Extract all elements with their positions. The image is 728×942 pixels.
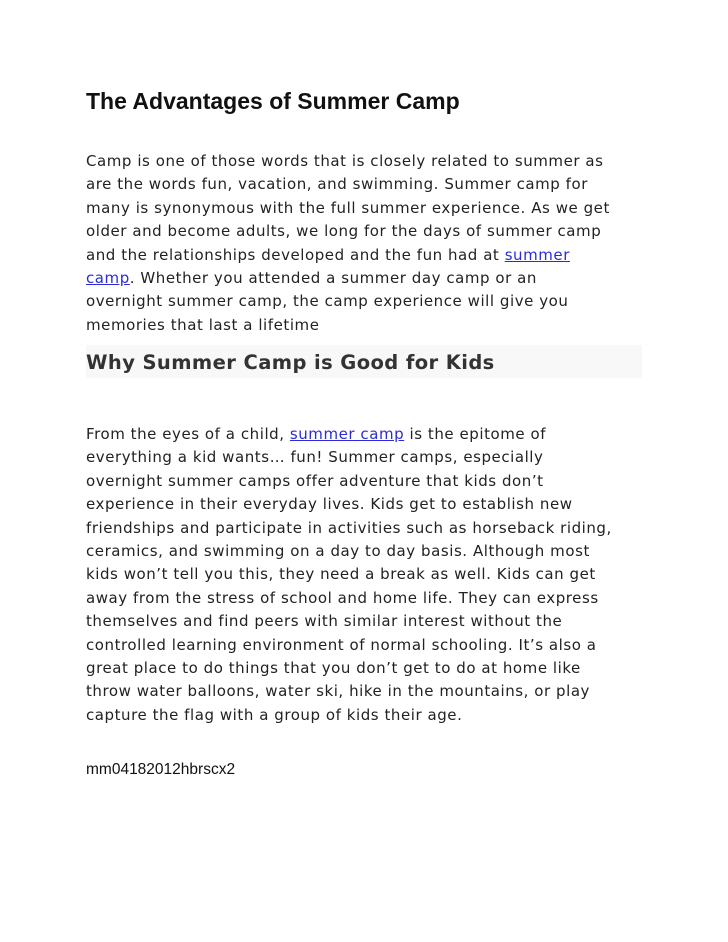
summer-camp-link-body[interactable]: summer camp: [289, 425, 405, 443]
document-code: mm04182012hbrscx2: [86, 761, 236, 778]
body-line: throw water balloons, water ski, hike in the mountains, or play: [86, 682, 590, 701]
body-line: experience in their everyday lives. Kids get to establish new: [86, 495, 573, 514]
body-line-text: is the epitome of: [404, 425, 547, 443]
intro-line: Camp is one of those words that is closely related to summer as: [86, 152, 604, 170]
intro-line: memories that last a lifetime: [86, 315, 320, 334]
body-line: everything a kid wants… fun! Summer camps, especially: [86, 448, 544, 467]
body-line: capture the flag with a group of kids their age.: [86, 705, 463, 724]
body-line: friendships and participate in activities such as horseback riding,: [86, 518, 612, 537]
section-heading: Why Summer Camp is Good for Kids: [86, 351, 495, 374]
body-line: kids won’t tell you this, they need a break as well. Kids can get: [86, 565, 596, 584]
body-paragraph: [86, 423, 612, 727]
body-line: controlled learning environment of normal schooling. It’s also a: [86, 635, 597, 654]
intro-line-text: . Whether you attended a summer day camp or an: [129, 269, 537, 288]
body-line-text: From the eyes of a child,: [86, 425, 290, 443]
body-line: away from the stress of school and home life. They can express: [86, 588, 599, 607]
body-line: great place to do things that you don’t get to do at home like: [86, 659, 581, 678]
intro-line: [86, 244, 610, 267]
intro-line: are the words fun, vacation, and swimming. Summer camp for: [86, 175, 588, 194]
body-line: themselves and find peers with similar interest without the: [86, 612, 563, 631]
body-line: [86, 423, 612, 446]
intro-line-text: and the relationships developed and the fun had at: [86, 245, 505, 264]
page-title: The Advantages of Summer Camp: [86, 88, 460, 114]
summer-camp-link[interactable]: summer: [504, 245, 570, 264]
intro-line: many is synonymous with the full summer experience. As we get: [86, 198, 610, 217]
summer-camp-link-continued[interactable]: camp: [86, 269, 130, 288]
intro-line: older and become adults, we long for the days of summer camp: [86, 222, 602, 241]
intro-paragraph: [86, 150, 610, 337]
intro-line: overnight summer camp, the camp experience will give you: [86, 292, 569, 311]
body-line: overnight summer camps offer adventure that kids don’t: [86, 471, 544, 490]
intro-line: [86, 267, 610, 290]
body-line: ceramics, and swimming on a day to day basis. Although most: [86, 542, 590, 561]
